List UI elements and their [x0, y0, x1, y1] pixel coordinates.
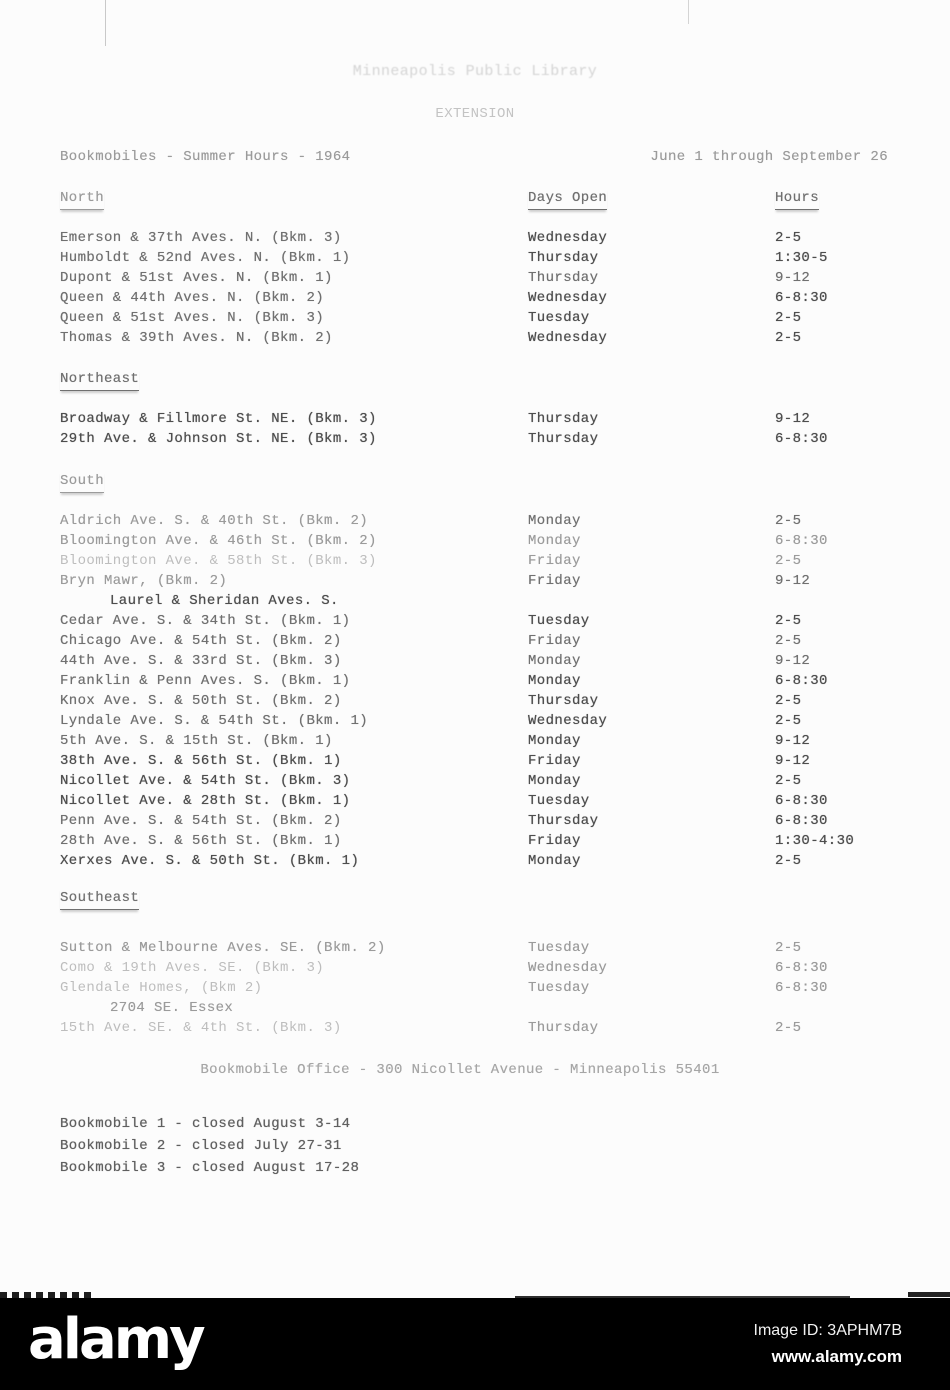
stop-row	[60, 429, 950, 449]
stop-hours: 6-8:30	[775, 813, 828, 829]
stop-hours: 2-5	[775, 310, 802, 326]
stop-row	[60, 958, 950, 978]
stop-day: Tuesday	[528, 310, 590, 326]
stop-location: 29th Ave. & Johnson St. NE. (Bkm. 3)	[60, 431, 377, 447]
stop-row	[60, 771, 950, 791]
extension-subtitle: EXTENSION	[435, 106, 515, 122]
stop-location: Sutton & Melbourne Aves. SE. (Bkm. 2)	[60, 940, 386, 956]
stop-hours: 2-5	[775, 773, 802, 789]
stop-location: Bryn Mawr, (Bkm. 2)	[60, 573, 228, 589]
closures	[60, 1113, 950, 1179]
section-rows	[0, 511, 950, 871]
table-header-row	[60, 188, 950, 210]
stop-hours: 2-5	[775, 693, 802, 709]
section-header-row	[60, 369, 950, 391]
stop-hours: 1:30-5	[775, 250, 828, 266]
section-header: Southeast	[60, 888, 139, 910]
stop-hours: 6-8:30	[775, 980, 828, 996]
stop-row	[60, 511, 950, 531]
stop-day: Thursday	[528, 813, 599, 829]
stop-row	[60, 978, 950, 998]
image-id-text: Image ID: 3APHM7B	[753, 1321, 902, 1339]
alamy-watermark-bar	[0, 1298, 950, 1390]
stop-row	[60, 308, 950, 328]
stop-day: Monday	[528, 513, 581, 529]
stop-day: Wednesday	[528, 230, 608, 246]
stop-day: Wednesday	[528, 330, 608, 346]
stop-location: Humboldt & 52nd Aves. N. (Bkm. 1)	[60, 250, 351, 266]
stop-location: Glendale Homes, (Bkm 2)	[60, 980, 263, 996]
stop-day: Tuesday	[528, 793, 590, 809]
stop-location: Como & 19th Aves. SE. (Bkm. 3)	[60, 960, 325, 976]
column-header-hours: Hours	[775, 188, 819, 210]
stop-hours: 2-5	[775, 513, 802, 529]
document-title: Bookmobiles - Summer Hours - 1964	[60, 149, 351, 165]
stop-day: Monday	[528, 773, 581, 789]
stop-day: Wednesday	[528, 960, 608, 976]
stop-location: Broadway & Fillmore St. NE. (Bkm. 3)	[60, 411, 377, 427]
stop-location: Bloomington Ave. & 46th St. (Bkm. 2)	[60, 533, 377, 549]
stop-location: Thomas & 39th Aves. N. (Bkm. 2)	[60, 330, 333, 346]
stop-location: 44th Ave. S. & 33rd St. (Bkm. 3)	[60, 653, 342, 669]
stop-hours: 2-5	[775, 940, 802, 956]
stop-row	[60, 531, 950, 551]
stop-hours: 6-8:30	[775, 290, 828, 306]
stop-day: Monday	[528, 653, 581, 669]
stop-row	[60, 571, 950, 591]
stop-location: Franklin & Penn Aves. S. (Bkm. 1)	[60, 673, 351, 689]
alamy-url: www.alamy.com	[771, 1346, 902, 1366]
section-header-wrap	[60, 188, 528, 210]
stop-day: Tuesday	[528, 980, 590, 996]
scan-artifact-corner	[908, 1292, 950, 1297]
watermark-info	[754, 1322, 903, 1367]
stop-location: 28th Ave. S. & 56th St. (Bkm. 1)	[60, 833, 342, 849]
stop-day: Monday	[528, 673, 581, 689]
stop-day: Tuesday	[528, 613, 590, 629]
stop-row	[60, 328, 950, 348]
stop-location: Cedar Ave. S. & 34th St. (Bkm. 1)	[60, 613, 351, 629]
stop-hours: 2-5	[775, 613, 802, 629]
stop-location: Dupont & 51st Aves. N. (Bkm. 1)	[60, 270, 333, 286]
stop-row	[60, 268, 950, 288]
date-range: June 1 through September 26	[650, 149, 888, 165]
stop-day: Monday	[528, 733, 581, 749]
stop-hours: 9-12	[775, 411, 811, 427]
section-header-row	[60, 471, 950, 493]
section-rows	[0, 938, 950, 1038]
stop-hours: 9-12	[775, 573, 811, 589]
stop-day: Tuesday	[528, 940, 590, 956]
stop-day: Thursday	[528, 431, 599, 447]
stop-row	[60, 228, 950, 248]
stop-day: Friday	[528, 573, 581, 589]
closure-note: Bookmobile 1 - closed August 3-14	[60, 1116, 351, 1132]
stop-hours: 6-8:30	[775, 793, 828, 809]
stop-row	[60, 671, 950, 691]
stop-row	[60, 938, 950, 958]
stop-day: Thursday	[528, 270, 599, 286]
stop-row	[60, 1018, 950, 1038]
stop-location: Lyndale Ave. S. & 54th St. (Bkm. 1)	[60, 713, 369, 729]
stop-hours: 2-5	[775, 713, 802, 729]
stop-hours: 6-8:30	[775, 960, 828, 976]
stop-day: Thursday	[528, 411, 599, 427]
office-address-line: Bookmobile Office - 300 Nicollet Avenue - Minneapolis 55401	[200, 1062, 720, 1078]
section-header-row	[60, 888, 950, 910]
stop-row	[60, 611, 950, 631]
stop-location: Queen & 51st Aves. N. (Bkm. 3)	[60, 310, 325, 326]
stop-hours: 2-5	[775, 330, 802, 346]
stop-hours: 9-12	[775, 733, 811, 749]
stop-location: Nicollet Ave. & 54th St. (Bkm. 3)	[60, 773, 351, 789]
column-header-wrap	[528, 188, 775, 210]
stop-hours: 2-5	[775, 553, 802, 569]
stop-day: Friday	[528, 833, 581, 849]
schedule-table	[0, 188, 950, 1038]
closure-note: Bookmobile 3 - closed August 17-28	[60, 1160, 360, 1176]
stop-location: Chicago Ave. & 54th St. (Bkm. 2)	[60, 633, 342, 649]
section-rows	[0, 409, 950, 449]
stop-location: 38th Ave. S. & 56th St. (Bkm. 1)	[60, 753, 342, 769]
stop-location: 5th Ave. S. & 15th St. (Bkm. 1)	[60, 733, 333, 749]
stop-row	[60, 998, 950, 1018]
stop-hours: 6-8:30	[775, 673, 828, 689]
section-header: South	[60, 471, 104, 493]
stop-hours: 6-8:30	[775, 431, 828, 447]
stop-row	[60, 811, 950, 831]
section-header: North	[60, 188, 104, 210]
stop-row	[60, 831, 950, 851]
stop-location: Laurel & Sheridan Aves. S.	[110, 593, 339, 609]
stop-location: Bloomington Ave. & 58th St. (Bkm. 3)	[60, 553, 377, 569]
stop-row	[60, 631, 950, 651]
stop-location: Aldrich Ave. S. & 40th St. (Bkm. 2)	[60, 513, 369, 529]
stop-day: Thursday	[528, 250, 599, 266]
stop-hours: 1:30-4:30	[775, 833, 855, 849]
stop-hours: 2-5	[775, 853, 802, 869]
stop-day: Monday	[528, 853, 581, 869]
alamy-logo: alamy	[28, 1307, 203, 1372]
closure-note: Bookmobile 2 - closed July 27-31	[60, 1138, 342, 1154]
stop-row	[60, 288, 950, 308]
stop-day: Friday	[528, 753, 581, 769]
stop-day: Wednesday	[528, 713, 608, 729]
stop-location: Penn Ave. S. & 54th St. (Bkm. 2)	[60, 813, 342, 829]
stop-location: 2704 SE. Essex	[110, 1000, 234, 1016]
stop-hours: 9-12	[775, 270, 811, 286]
stop-row	[60, 591, 950, 611]
column-header-wrap	[775, 188, 950, 210]
stop-row	[60, 731, 950, 751]
stop-row	[60, 851, 950, 871]
stop-row	[60, 791, 950, 811]
stop-day: Friday	[528, 633, 581, 649]
stop-day: Monday	[528, 533, 581, 549]
stop-hours: 9-12	[775, 653, 811, 669]
stop-hours: 9-12	[775, 753, 811, 769]
stop-row	[60, 248, 950, 268]
stop-day: Friday	[528, 553, 581, 569]
stop-location: Xerxes Ave. S. & 50th St. (Bkm. 1)	[60, 853, 360, 869]
title-row	[60, 147, 888, 167]
stop-day: Thursday	[528, 693, 599, 709]
library-title: Minneapolis Public Library	[352, 63, 598, 80]
stop-row	[60, 711, 950, 731]
stop-row	[60, 751, 950, 771]
stop-row	[60, 409, 950, 429]
section-header: Northeast	[60, 369, 139, 391]
stop-location: Queen & 44th Aves. N. (Bkm. 2)	[60, 290, 325, 306]
stop-location: 15th Ave. SE. & 4th St. (Bkm. 3)	[60, 1020, 342, 1036]
stop-hours: 2-5	[775, 230, 802, 246]
stop-hours: 2-5	[775, 633, 802, 649]
stop-hours: 6-8:30	[775, 533, 828, 549]
stop-day: Thursday	[528, 1020, 599, 1036]
stop-location: Emerson & 37th Aves. N. (Bkm. 3)	[60, 230, 342, 246]
stop-row	[60, 551, 950, 571]
stop-location: Knox Ave. S. & 50th St. (Bkm. 2)	[60, 693, 342, 709]
stop-day: Wednesday	[528, 290, 608, 306]
stop-location: Nicollet Ave. & 28th St. (Bkm. 1)	[60, 793, 351, 809]
stop-row	[60, 651, 950, 671]
section-rows	[0, 228, 950, 348]
stop-row	[60, 691, 950, 711]
stop-hours: 2-5	[775, 1020, 802, 1036]
column-header-days: Days Open	[528, 188, 607, 210]
